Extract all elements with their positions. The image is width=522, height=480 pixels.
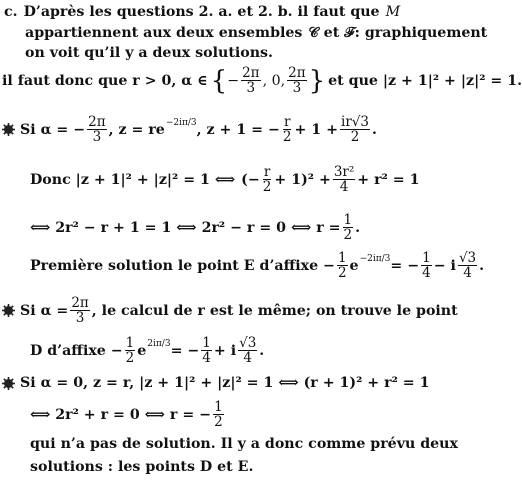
case-1-end: . xyxy=(371,121,377,138)
c2b-pre: D d’affixe − xyxy=(30,342,123,359)
set-frac-1-num: 2π xyxy=(242,65,260,81)
line-2-text: appartiennent aux deux ensembles xyxy=(25,25,303,41)
case-3b xyxy=(30,400,226,429)
case-1-si: Si α = − xyxy=(20,121,86,138)
equiv-1-den: 2 xyxy=(343,227,353,244)
case-2-num: 2π xyxy=(71,295,89,311)
case-1-z: , z = re xyxy=(108,121,165,138)
c2b-end: . xyxy=(259,342,265,359)
donc-frac-3r2 xyxy=(333,165,355,194)
equiv-1-num: 1 xyxy=(343,212,353,228)
line-4-pre: il faut donc que r > 0, α ∈ xyxy=(2,72,208,89)
case-2b xyxy=(30,336,264,365)
line-3-text: on voit qu’il y a deux solutions. xyxy=(25,45,273,61)
case-1-r: r xyxy=(283,114,291,130)
case-1-frac-num: 2π xyxy=(88,114,106,130)
sol1-num3: √3 xyxy=(458,250,477,266)
donc-line xyxy=(30,165,419,194)
case-1-exp: −2iπ/3 xyxy=(165,117,197,128)
end-line-1 xyxy=(30,436,458,452)
c3b-text: ⟺ 2r² + r = 0 ⟺ r = − xyxy=(30,406,212,423)
c3b-frac xyxy=(213,400,224,429)
sol1-end: . xyxy=(479,257,485,274)
case-1-frac-den: 3 xyxy=(92,129,102,146)
c3b-den: 2 xyxy=(214,414,223,431)
bullet-icon xyxy=(2,304,15,317)
set-zero: , 0, xyxy=(262,72,286,89)
sol1-den3: 4 xyxy=(463,265,472,282)
sol1-num: 1 xyxy=(337,250,347,266)
point-m: M xyxy=(385,4,401,20)
donc-r: r xyxy=(263,164,271,180)
c2b-frac xyxy=(125,336,136,365)
sets-label: 𝒞 et ℱ xyxy=(308,25,355,41)
line-1-text: D’après les questions 2. a. et 2. b. il faut que xyxy=(23,4,380,20)
brace-close: } xyxy=(308,65,326,96)
equiv-1-end: . xyxy=(355,219,361,236)
set-frac-1 xyxy=(241,66,260,95)
case-1-plus1: + 1 + xyxy=(294,121,339,138)
set-frac-1-den: 3 xyxy=(246,80,256,97)
c2b-num: 1 xyxy=(125,335,135,351)
sol1-mid: = − xyxy=(390,257,420,274)
sol1-frac xyxy=(337,251,348,280)
c2b-exp: 2iπ/3 xyxy=(147,338,171,349)
bullet-icon xyxy=(2,123,15,136)
sol1-num2: 1 xyxy=(422,250,431,266)
case-2-den: 3 xyxy=(75,310,85,327)
case-3-text: Si α = 0, z = r, |z + 1|² + |z|² = 1 ⟺ (r + 1)² + r² = 1 xyxy=(20,375,430,391)
c2b-num2: 1 xyxy=(202,335,211,351)
set-minus: − xyxy=(227,72,240,89)
case-3 xyxy=(2,375,429,391)
donc-end: + r² = 1 xyxy=(357,171,420,188)
part-label: c. xyxy=(4,4,18,20)
sol1-exp: −2iπ/3 xyxy=(359,253,391,264)
solution-e xyxy=(30,251,484,280)
line-2-rest: : graphiquement xyxy=(354,25,488,41)
set-frac-2-num: 2π xyxy=(288,65,306,81)
equiv-1 xyxy=(30,213,360,242)
c2b-e: e xyxy=(137,342,147,359)
sol1-frac2 xyxy=(421,251,432,280)
c2b-den2: 4 xyxy=(202,350,211,367)
line-3 xyxy=(25,45,273,61)
donc-3r2: 3r² xyxy=(333,164,355,180)
donc-mid: + 1)² + xyxy=(274,171,331,188)
sol1-frac3 xyxy=(458,251,477,280)
equiv-1-frac xyxy=(343,213,354,242)
donc-frac-r xyxy=(262,165,273,194)
case-1-frac-ir xyxy=(340,115,370,144)
case-2 xyxy=(2,296,458,325)
case-1-z1: , z + 1 = − xyxy=(196,121,280,138)
c2b-den: 2 xyxy=(125,350,135,367)
line-2 xyxy=(25,25,487,41)
line-4-post: et que |z + 1|² + |z|² = 1. xyxy=(328,72,522,89)
donc-pre: Donc |z + 1|² + |z|² = 1 ⟺ xyxy=(30,171,236,188)
line-1 xyxy=(4,4,400,20)
case-2-frac xyxy=(70,296,89,325)
case-1-ir-den: 2 xyxy=(350,129,360,146)
case-1 xyxy=(2,115,377,144)
donc-paren: (− xyxy=(241,171,260,188)
case-1-two: 2 xyxy=(282,129,292,146)
c2b-den3: 4 xyxy=(243,350,252,367)
case-2-si: Si α = xyxy=(20,302,69,319)
case-1-frac xyxy=(87,115,106,144)
set-frac-2 xyxy=(287,66,306,95)
c2b-num3: √3 xyxy=(239,335,257,351)
end-2-text: solutions : les points D et E. xyxy=(30,459,254,475)
sol1-e: e xyxy=(349,257,359,274)
brace-open: { xyxy=(210,65,228,96)
equiv-1-text: ⟺ 2r² − r + 1 = 1 ⟺ 2r² − r = 0 ⟺ r = xyxy=(30,219,341,236)
sol1-i: − i xyxy=(433,257,456,274)
end-line-2 xyxy=(30,459,253,475)
case-1-ir: ir√3 xyxy=(341,114,369,130)
c2b-mid: = − xyxy=(170,342,200,359)
sol1-den2: 4 xyxy=(422,265,431,282)
c2b-frac3 xyxy=(238,336,257,365)
case-1-frac-r xyxy=(282,115,293,144)
line-4 xyxy=(2,66,522,95)
bullet-icon xyxy=(2,377,15,390)
c3b-num: 1 xyxy=(214,399,223,415)
sol1-pre: Première solution le point E d’affixe − xyxy=(30,257,335,274)
donc-4: 4 xyxy=(339,179,349,196)
c2b-i: + i xyxy=(213,342,237,359)
set-frac-2-den: 3 xyxy=(292,80,302,97)
end-1-text: qui n’a pas de solution. Il y a donc comme prévu deux xyxy=(30,436,458,452)
sol1-den: 2 xyxy=(337,265,347,282)
case-2-text: , le calcul de r est le même; on trouve le point xyxy=(91,302,458,319)
c2b-frac2 xyxy=(201,336,212,365)
donc-2: 2 xyxy=(262,179,272,196)
